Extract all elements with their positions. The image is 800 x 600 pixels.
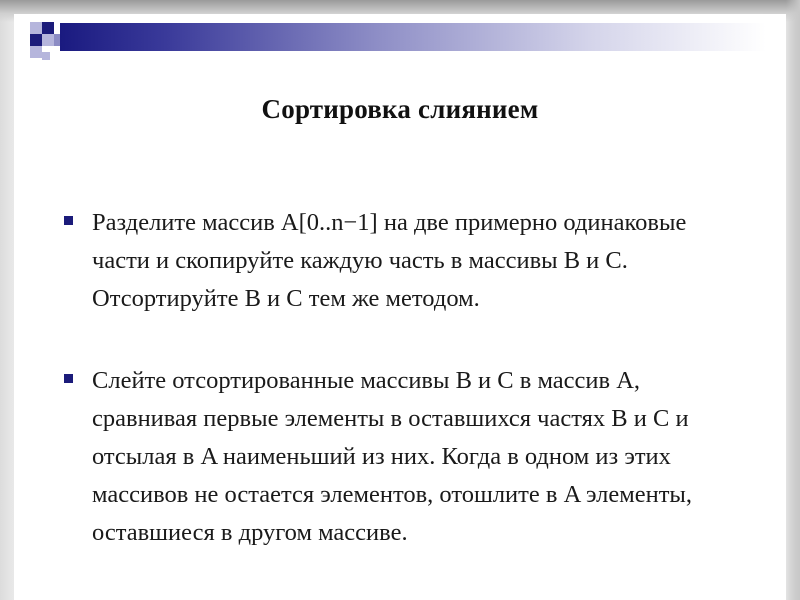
bullet-line: Слейте отсортированные массивы B и C в массив A, (92, 367, 641, 394)
header-gradient-bar (60, 23, 766, 51)
square-bullet-icon (64, 216, 73, 225)
bullet-line: отсылая в A наименьший из них. Когда в одном из этих (92, 443, 671, 470)
bullet-text (92, 362, 762, 552)
square-bullet-icon (64, 374, 73, 383)
bullet-text (92, 204, 762, 318)
deco-square-icon (42, 34, 54, 46)
right-edge-shadow (786, 0, 800, 600)
bullet-line: Отсортируйте B и C тем же методом. (92, 285, 480, 312)
deco-square-icon (42, 52, 50, 60)
bullet-line: Разделите массив A[0..n−1] на две примерно одинаковые (92, 209, 687, 236)
deco-square-icon (30, 46, 42, 58)
bullet-line: массивов не остается элементов, отошлите в A элементы, (92, 481, 692, 508)
slide-title: Сортировка слиянием (261, 94, 539, 124)
deco-square-icon (42, 22, 54, 34)
deco-square-icon (30, 22, 42, 34)
bullet-line: оставшиеся в другом массиве. (92, 519, 408, 546)
bullet-line: части и скопируйте каждую часть в массивы B и C. (92, 247, 628, 274)
deco-square-icon (30, 34, 42, 46)
bullet-line: сравнивая первые элементы в оставшихся частях B и C и (92, 405, 689, 432)
